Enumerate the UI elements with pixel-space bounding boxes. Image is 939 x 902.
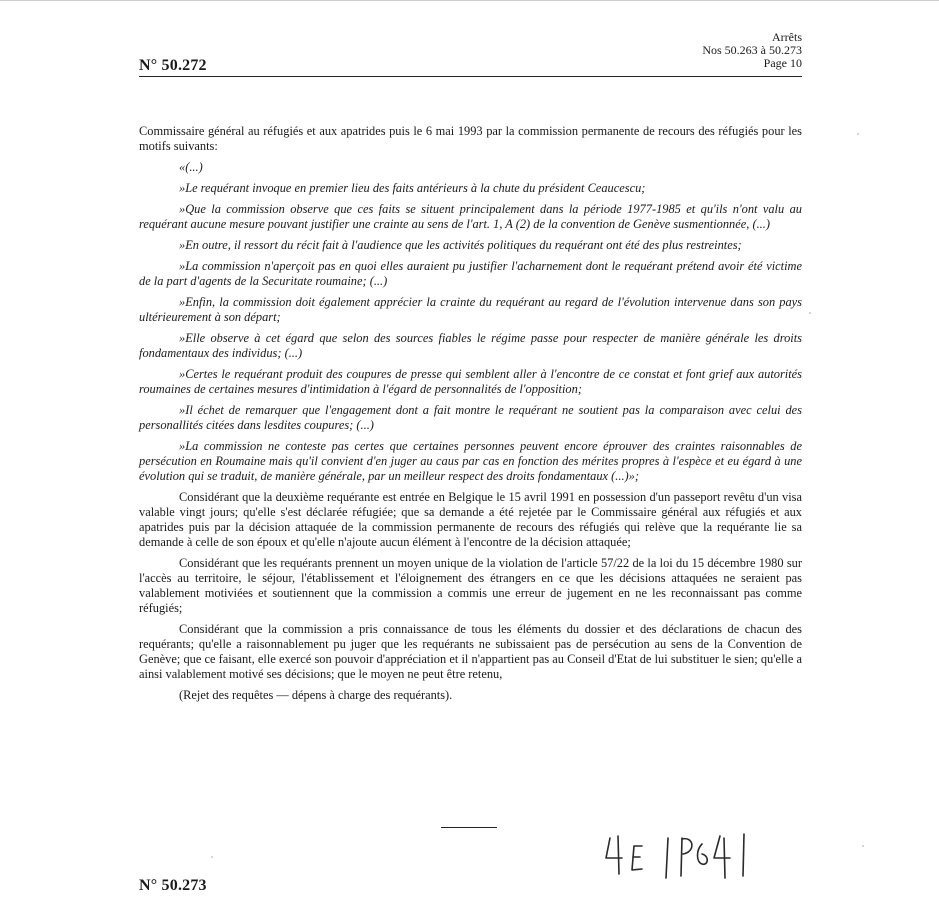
header-category: Arrêts — [772, 30, 802, 44]
scan-speck — [809, 312, 811, 314]
considerant-paragraph: Considérant que la commission a pris connaissance de tous les éléments du dossier et des déclarations de chacun des requérants; qu'elle a raisonnablement pu juger que les requérants ne subissaient pas de persécution au sens de la Convention de Genève; que ce faisant, elle exercé son pouvoir d'appréciation et il n'appartient pas au Conseil d'Etat de lui substituer le sien; qu'elle a ainsi valablement motivé ses décisions; que le moyen ne peut être retenu, — [139, 622, 802, 681]
ruling-paragraph: (Rejet des requêtes — dépens à charge des requérants). — [179, 688, 453, 702]
quote-paragraph: »La commission ne conteste pas certes que certaines personnes peuvent encore éprouver des craintes raisonnables de persécution en Roumaine mais qu'il convient d'en juger au caus par cas en fonction des mérites propres à l'espèce et eu égard à une évolution qui se traduit, de manière générale, par un meilleur respect des droits fondamentaux (...)»; — [139, 439, 802, 483]
page-header-info — [702, 31, 802, 70]
quote-paragraph: »Le requérant invoque en premier lieu des faits antérieurs à la chute du président Ceaucescu; — [179, 181, 646, 195]
page-top-edge — [0, 0, 939, 1]
scan-speck — [862, 845, 864, 847]
section-end-rule — [441, 827, 497, 828]
quote-paragraph: »Certes le requérant produit des coupures de presse qui semblent aller à l'encontre de ce constat et font grief aux autorités roumaines de certaines mesures d'intimidation à l'égard de personnalités de l'opposition; — [139, 367, 802, 396]
scan-speck — [857, 133, 859, 135]
scan-speck — [211, 856, 213, 858]
quote-paragraph: »La commission n'aperçoit pas en quoi elles auraient pu justifier l'acharnement dont le requérant prétend avoir été victime de la part d'agents de la Securitate roumaine; (...) — [139, 259, 802, 288]
considerant-paragraph: Considérant que la deuxième requérante est entrée en Belgique le 15 avril 1991 en possession d'un passeport revêtu d'un visa valable vingt jours; qu'elle s'est déclarée réfugiée; que sa demande a été rejetée par le Commissaire général aux réfugiés et aux apatrides puis par la décision attaquée de la commission permanente de recours des réfugiés qui relève que la requérante lie sa demande à celle de son époux et qu'elle n'ajoute aucun élément à l'encontre de la décision attaquée; — [139, 490, 802, 549]
header-range: Nos 50.263 à 50.273 — [702, 43, 802, 57]
handwritten-annotation — [598, 824, 758, 884]
header-rule — [139, 76, 802, 77]
quote-paragraph: »Elle observe à cet égard que selon des sources fiables le régime passe pour respecter de manière générale les droits fondamentaux des individus; (...) — [139, 331, 802, 360]
document-body — [139, 124, 802, 709]
quote-paragraph: »Enfin, la commission doit également apprécier la crainte du requérant au regard de l'évolution intervenue dans son pays ultérieurement à son départ; — [139, 295, 802, 324]
header-page-number: Page 10 — [763, 56, 802, 70]
considerant-paragraph: Considérant que les requérants prennent un moyen unique de la violation de l'article 57/22 de la loi du 15 décembre 1980 sur l'accès au territoire, le séjour, l'établissement et l'éloignement des étrangers en ce que les décisions attaquées ne seraient pas valablement motiviées et soutiennent que la commission a commis une erreur de jugement en ne les reconnaissant pas comme réfugiés; — [139, 556, 802, 615]
quote-paragraph: »Il échet de remarquer que l'engagement dont a fait montre le requérant ne soutient pas la comparaison avec celui des personallités citées dans lesdites coupures; (...) — [139, 403, 802, 432]
paragraph: Commissaire général au réfugiés et aux apatrides puis le 6 mai 1993 par la commission permanente de recours des réfugiés pour les motifs suivants: — [139, 124, 802, 153]
document-number: N° 50.272 — [139, 57, 207, 74]
quote-paragraph: »Que la commission observe que ces faits se situent principalement dans la période 1977-1985 et qu'ils n'ont valu au requérant aucune mesure pouvant justifier une crainte au sens de l'art. 1, A (2) de la convention de Genève susmentionnée, (...) — [139, 202, 802, 231]
quote-paragraph: «(...) — [179, 160, 203, 174]
next-document-number: N° 50.273 — [139, 877, 207, 894]
quote-paragraph: »En outre, il ressort du récit fait à l'audience que les activités politiques du requérant ont été des plus restreintes; — [179, 238, 742, 252]
